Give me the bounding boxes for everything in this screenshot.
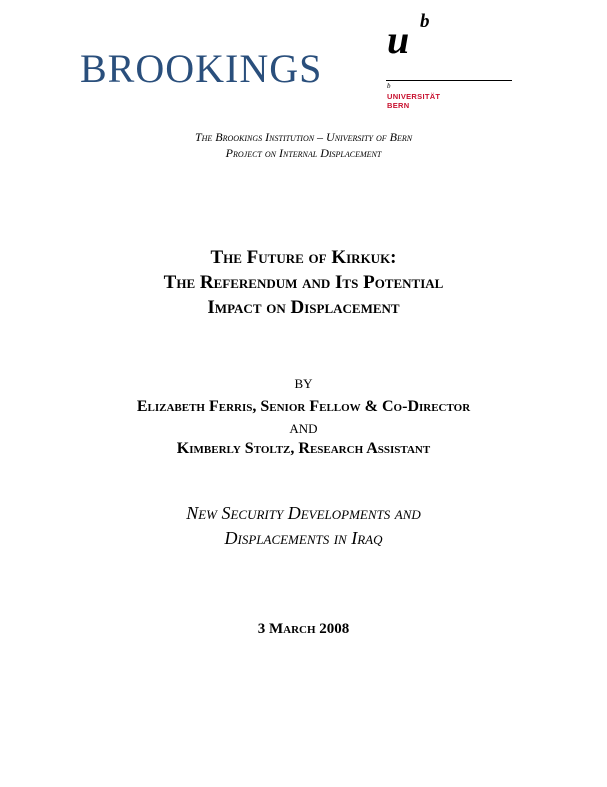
byline-and: AND — [289, 421, 318, 436]
institution-line-1: The Brookings Institution – University of Bern — [194, 130, 413, 144]
bern-logo-b: b — [420, 11, 430, 32]
bern-logo-rule — [386, 80, 512, 81]
byline-by: BY — [294, 376, 313, 391]
title-line-3: Impact on Displacement — [207, 297, 400, 318]
series-title-line-2: Displacements in Iraq — [224, 528, 383, 548]
bern-logo-u: u — [387, 17, 410, 62]
institution-line-2: Project on Internal Displacement — [225, 146, 382, 160]
author-1: Elizabeth Ferris, Senior Fellow & Co-Director — [136, 398, 471, 415]
university-of-bern-logo — [380, 11, 515, 114]
title-line-2: The Referendum and Its Potential — [163, 272, 444, 293]
bern-logo-universitat: UNIVERSITÄT — [387, 92, 441, 101]
series-title-line-1: New Security Developments and — [186, 503, 421, 523]
publication-date: 3 March 2008 — [257, 621, 350, 637]
bern-logo-bern: BERN — [387, 101, 410, 110]
title-line-1: The Future of Kirkuk: — [210, 247, 397, 268]
brookings-logo: BROOKINGS — [80, 46, 323, 91]
bern-logo-small-b: b — [387, 82, 391, 90]
author-2: Kimberly Stoltz, Research Assistant — [176, 440, 431, 457]
